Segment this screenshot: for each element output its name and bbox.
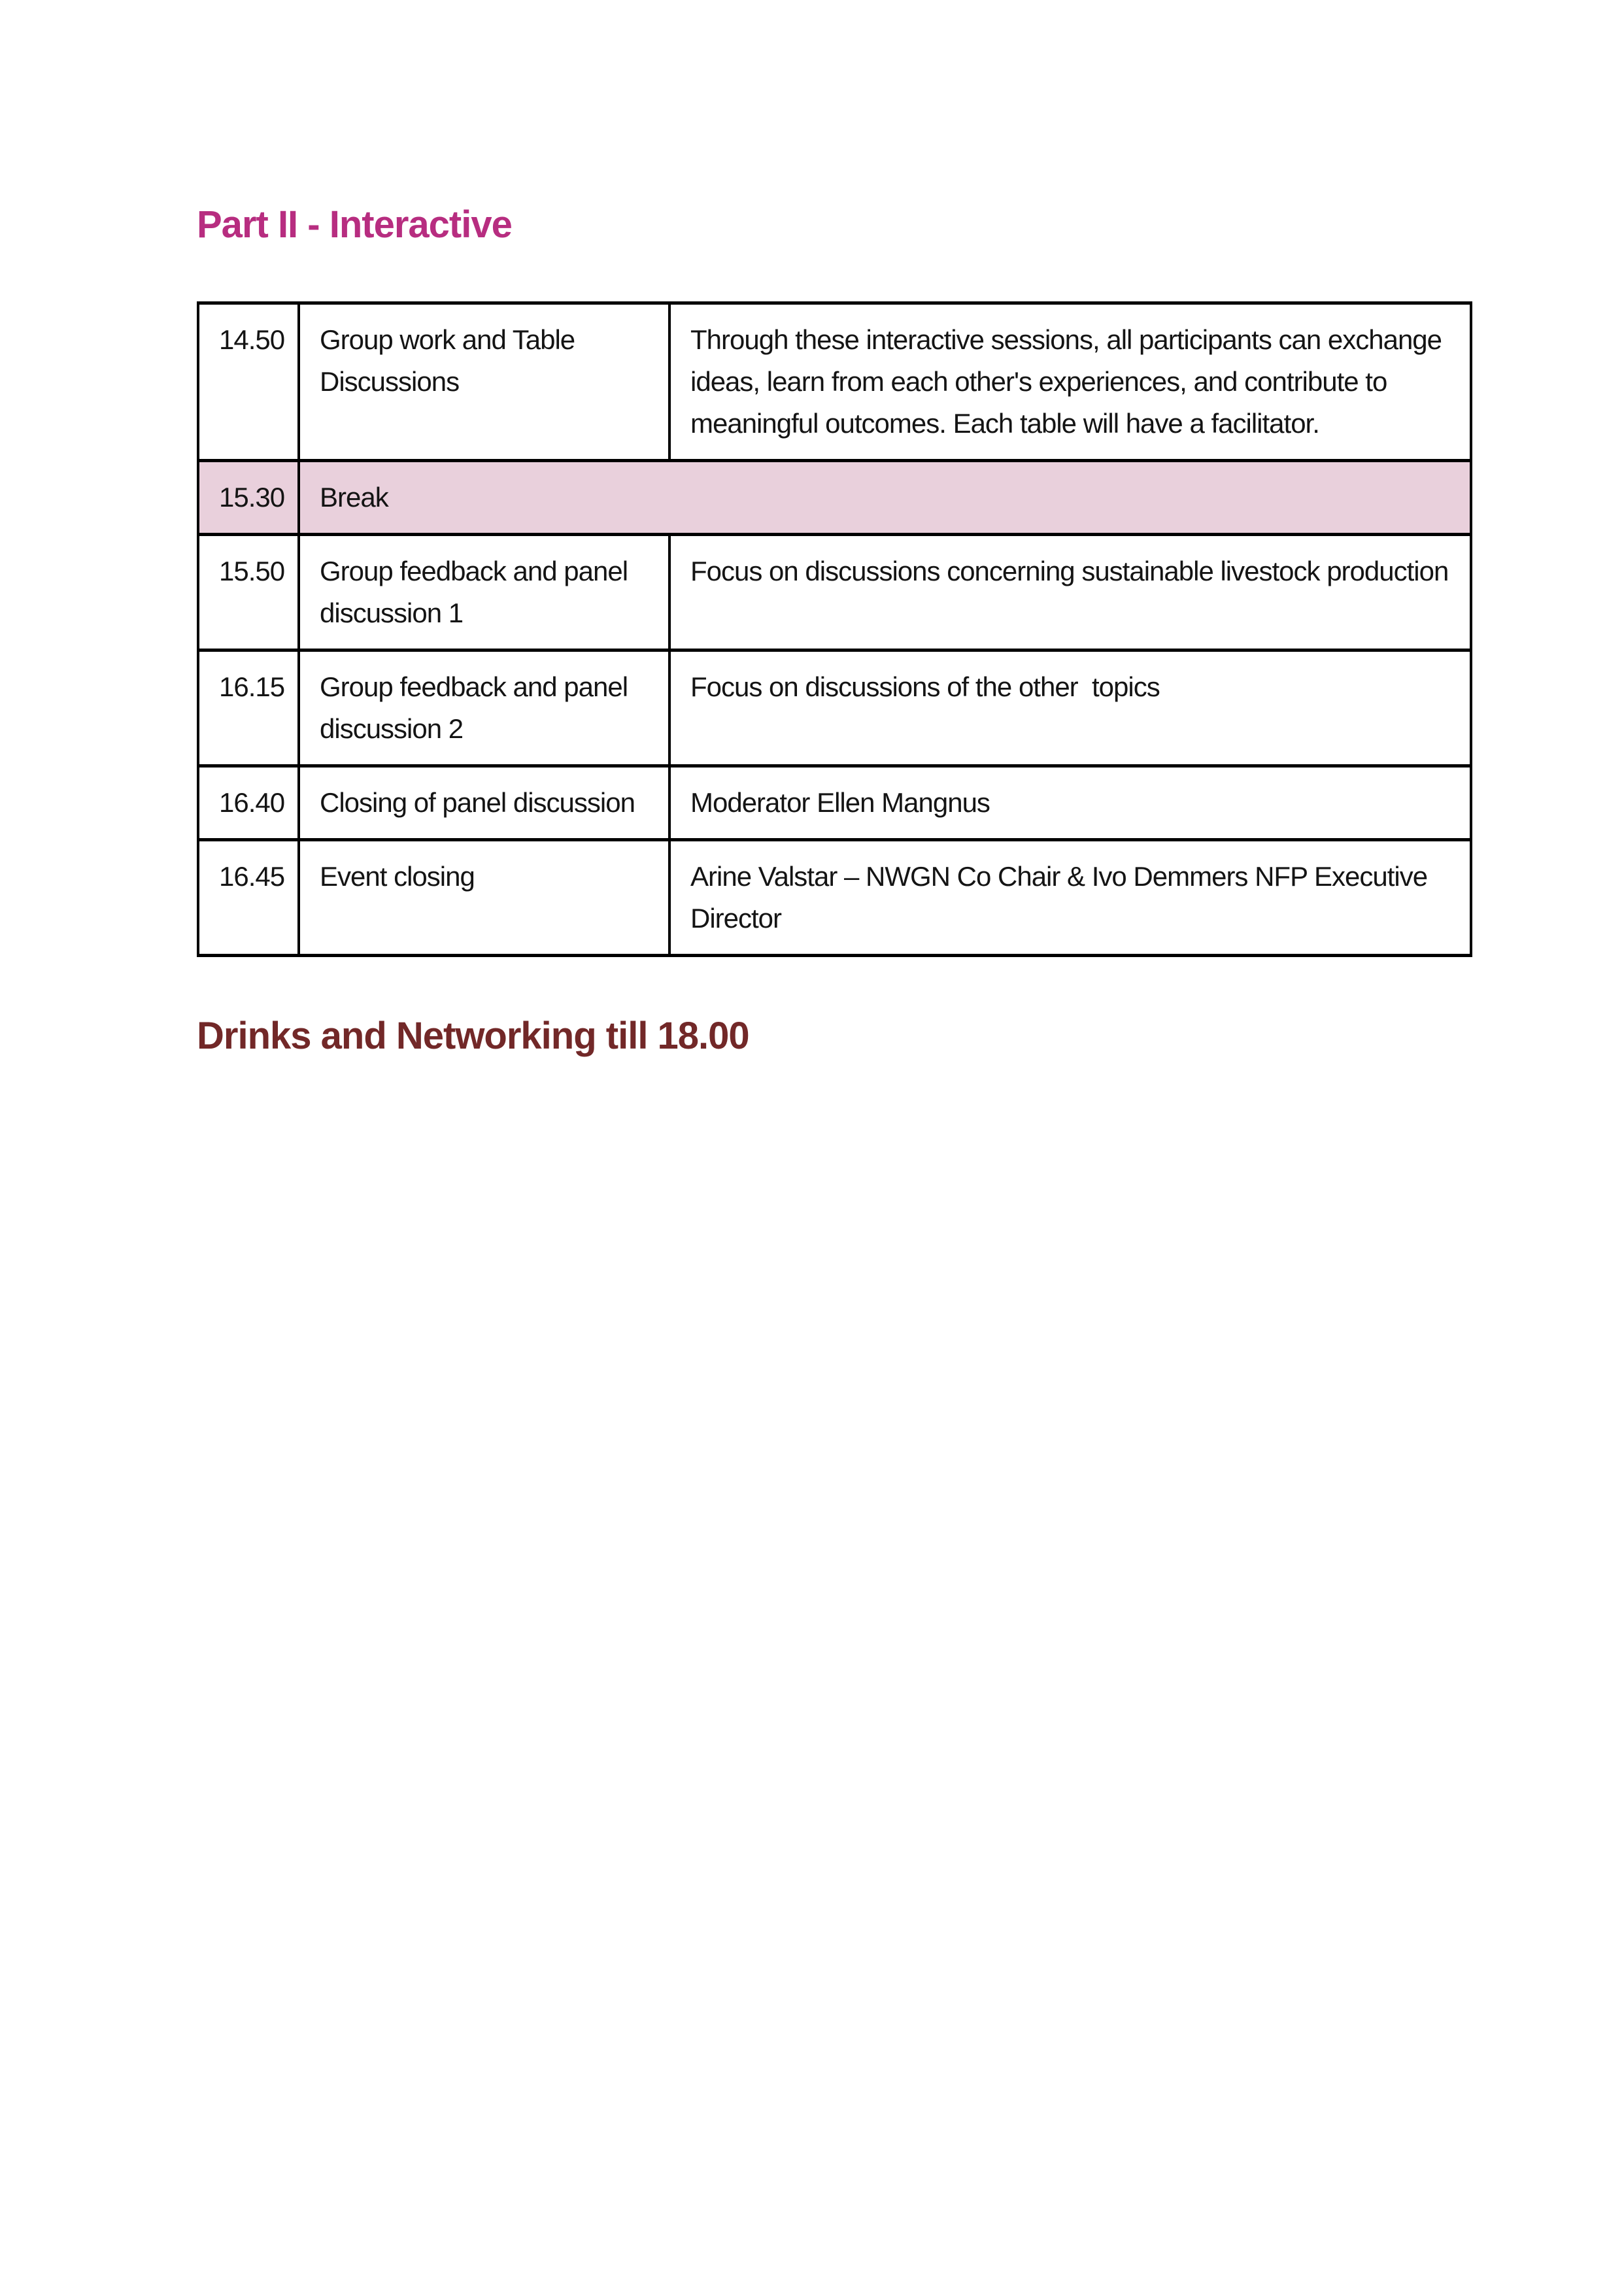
table-row — [198, 303, 1471, 461]
section-title: Part II - Interactive — [197, 203, 512, 246]
activity-cell: Event closing — [299, 840, 669, 956]
description-cell: Focus on discussions concerning sustainable livestock production — [669, 535, 1471, 650]
closing-note: Drinks and Networking till 18.00 — [197, 1015, 749, 1057]
activity-cell: Group feedback and panel discussion 2 — [299, 650, 669, 766]
table-row — [198, 535, 1471, 650]
activity-cell: Group feedback and panel discussion 1 — [299, 535, 669, 650]
time-cell: 15.50 — [198, 535, 299, 650]
description-cell: Moderator Ellen Mangnus — [669, 766, 1471, 840]
activity-cell: Group work and Table Discussions — [299, 303, 669, 461]
time-cell: 16.45 — [198, 840, 299, 956]
time-cell: 14.50 — [198, 303, 299, 461]
time-cell: 16.15 — [198, 650, 299, 766]
table-row — [198, 840, 1471, 956]
table-row-break — [198, 461, 1471, 535]
time-cell: 15.30 — [198, 461, 299, 535]
description-cell: Arine Valstar – NWGN Co Chair & Ivo Demmers NFP Executive Director — [669, 840, 1471, 956]
activity-cell: Closing of panel discussion — [299, 766, 669, 840]
time-cell: 16.40 — [198, 766, 299, 840]
table-row — [198, 766, 1471, 840]
activity-cell: Break — [299, 461, 1471, 535]
table-row — [198, 650, 1471, 766]
description-cell: Focus on discussions of the other topics — [669, 650, 1471, 766]
schedule-table — [197, 301, 1472, 957]
description-cell: Through these interactive sessions, all participants can exchange ideas, learn from each other's experiences, and contribute to meaningful outcomes. Each table will have a facilitator. — [669, 303, 1471, 461]
